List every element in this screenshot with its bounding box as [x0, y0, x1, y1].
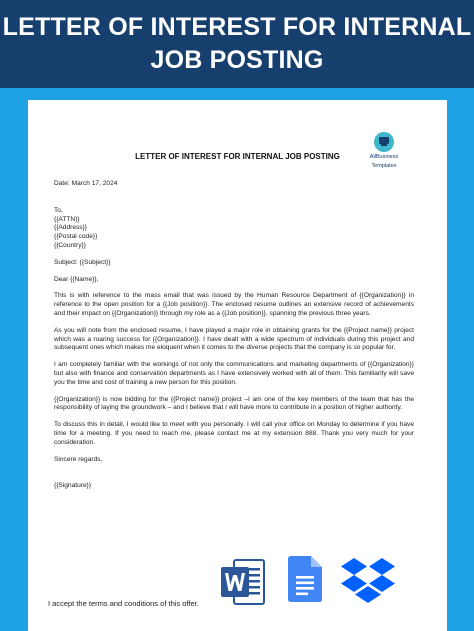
letter-body	[54, 180, 414, 491]
logo-text-line-1: AllBusiness	[369, 154, 399, 160]
letter-salutation: Dear {{Name}},	[54, 275, 99, 283]
letter-subject: Subject: {{Subject}}	[54, 258, 111, 266]
address-line: {{Address}}	[54, 224, 87, 232]
word-icon[interactable]	[220, 558, 266, 606]
terms-acceptance-text: I accept the terms and conditions of this offer.	[48, 599, 199, 608]
letter-closing: Sincere regards,	[54, 455, 103, 463]
allbusiness-templates-logo	[362, 132, 406, 169]
address-attn: {{ATTN}}	[54, 215, 80, 223]
paragraph-3: I am completely familiar with the workings of not only the communications and marketing departments of {{Organization}} but also with finance and conservation departments as I have extensively worked with all of them. This familiarity will save you the time and cost of training a new person for this position.	[54, 361, 414, 386]
allbusiness-templates-logo-icon	[374, 132, 394, 152]
logo-text-line-2: Templates	[371, 162, 397, 169]
letter-to: To,	[54, 206, 63, 214]
header-banner	[0, 0, 474, 88]
dropbox-icon[interactable]	[340, 556, 396, 604]
paragraph-5: To discuss this in detail, I would like to meet with you personally. I will call your office on Monday to determine if you have time for a meeting. If you need to reach me, please contact me at my extension 888. Thank you very much for your consideration.	[54, 421, 414, 446]
paragraph-2: As you will note from the enclosed resume, I have played a major role in obtaining grants for the {{Project name}} project which was a roaring success for {{Organization}}. I have dealt with a wide spectrum of individuals during this project and subsequent ones which makes me eloquent when it comes to the diverse projects that the company is so popular for.	[54, 326, 414, 352]
address-postal-code: {{Postal code}}	[54, 233, 98, 241]
paragraph-1: This is with reference to the mass email that was issued by the Human Resource Department of {{Organization}} in reference to the open position for a {{Job position}}. The enclosed resume outlines an extensive record of achievements and their impact on {{Organization}} through my role as a {{Job position}}, spanning the previous three years.	[54, 292, 414, 317]
document-preview	[28, 100, 447, 631]
address-country: {{Country}}	[54, 241, 86, 249]
paragraph-4: {{Organization}} is now bidding for the {{Project name}} project –I am one of the key members of the team that has the responsibility of laying the groundwork – and I believe that I will have more to contribute in a position of higher authority.	[54, 395, 414, 412]
letter-signature: {{Signature}}	[54, 482, 92, 490]
banner-title-line-2: JOB POSTING	[150, 46, 324, 74]
document-title: LETTER OF INTEREST FOR INTERNAL JOB POSTING	[135, 152, 340, 161]
letter-date: Date: March 17, 2024	[54, 180, 118, 187]
banner-title-line-1: LETTER OF INTEREST FOR INTERNAL	[2, 13, 472, 41]
google-docs-icon[interactable]	[288, 556, 322, 602]
